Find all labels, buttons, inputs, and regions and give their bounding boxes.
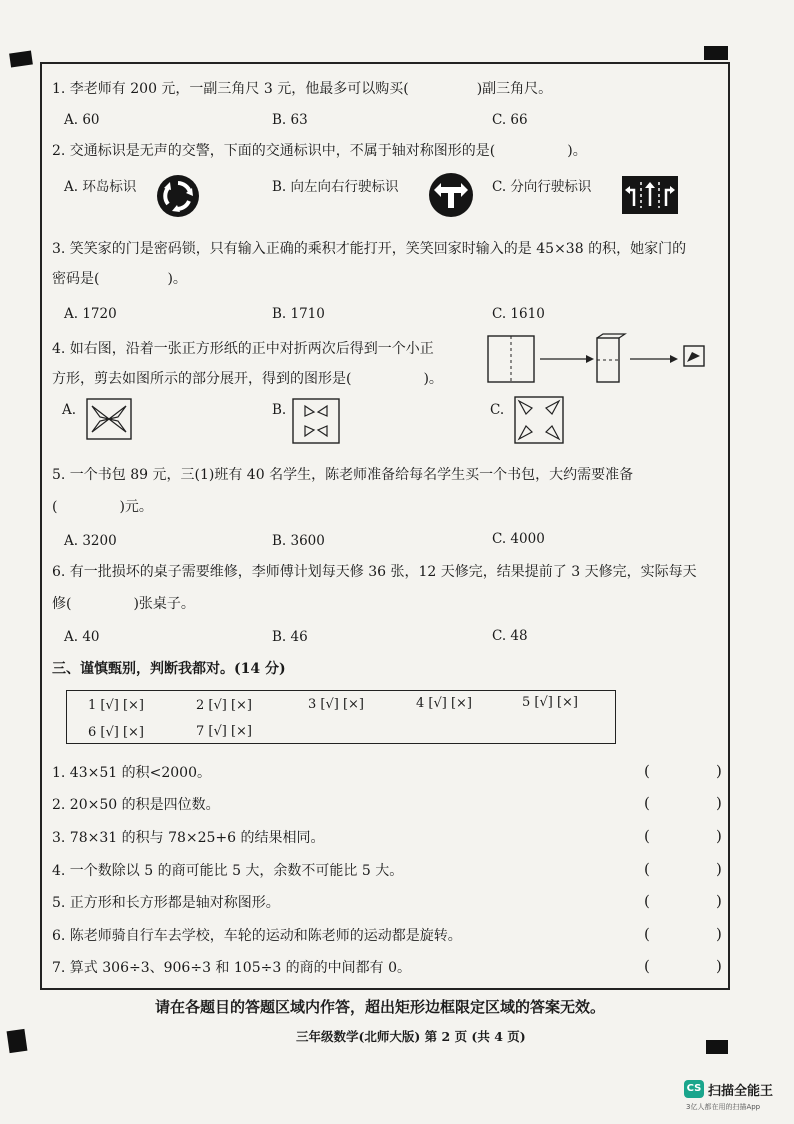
answer-paren-close[interactable]: ) bbox=[716, 925, 722, 943]
judge-item: 7. 算式 306÷3、906÷3 和 105÷3 的商的中间都有 0。 bbox=[52, 960, 412, 976]
answer-paren-close[interactable]: ) bbox=[716, 827, 722, 845]
option-b: B. 3600 bbox=[272, 533, 325, 549]
cut-pattern-c-icon bbox=[514, 396, 564, 444]
option-b: B. bbox=[272, 402, 287, 418]
question-4: 4. 如右图，沿着一张正方形纸的正中对折两次后得到一个小正 bbox=[52, 341, 434, 357]
answer-paren-open[interactable]: ( bbox=[644, 860, 650, 878]
answer-paren-close[interactable]: ) bbox=[716, 860, 722, 878]
answer-paren-open[interactable]: ( bbox=[644, 827, 650, 845]
left-right-turn-sign-icon bbox=[428, 172, 474, 218]
option-b: B. 63 bbox=[272, 112, 308, 128]
judge-item: 3. 78×31 的积与 78×25+6 的结果相同。 bbox=[52, 830, 325, 846]
answer-cell[interactable]: 7 [√] [×] bbox=[196, 724, 252, 739]
answer-cell[interactable]: 1 [√] [×] bbox=[88, 698, 144, 713]
question-3: 3. 笑笑家的门是密码锁，只有输入正确的乘积才能打开，笑笑回家时输入的是 45×38 的积，她家门的 bbox=[52, 241, 687, 257]
scanner-tagline: 3亿人都在用的扫描App bbox=[686, 1103, 761, 1111]
answer-paren-open[interactable]: ( bbox=[644, 925, 650, 943]
option-a: A. 1720 bbox=[64, 306, 117, 322]
option-c: C. bbox=[490, 402, 505, 418]
question-5-line2: ( )元。 bbox=[52, 499, 153, 515]
answer-cell[interactable]: 5 [√] [×] bbox=[522, 695, 578, 710]
answer-paren-close[interactable]: ) bbox=[716, 892, 722, 910]
option-b: B. 1710 bbox=[272, 306, 325, 322]
option-a: A. 3200 bbox=[64, 533, 117, 549]
option-a: A. 40 bbox=[64, 629, 100, 645]
question-6: 6. 有一批损坏的桌子需要维修，李师傅计划每天修 36 张，12 天修完，结果提前了 3 天修完，实际每天 bbox=[52, 564, 697, 580]
option-b: B. 46 bbox=[272, 629, 308, 645]
section-title: 三、谨慎甄别，判断我都对。(14 分) bbox=[52, 661, 286, 677]
answer-paren-open[interactable]: ( bbox=[644, 957, 650, 975]
boundary-note: 请在各题目的答题区域内作答，超出矩形边框限定区域的答案无效。 bbox=[155, 998, 606, 1016]
question-1: 1. 李老师有 200 元，一副三角尺 3 元，他最多可以购买( )副三角尺。 bbox=[52, 81, 553, 97]
question-4-line2: 方形，剪去如图所示的部分展开，得到的图形是( )。 bbox=[52, 371, 443, 387]
cut-pattern-b-icon bbox=[292, 398, 340, 444]
judge-item: 5. 正方形和长方形都是轴对称图形。 bbox=[52, 895, 280, 911]
judge-item: 1. 43×51 的积<2000。 bbox=[52, 765, 211, 781]
camscanner-logo-icon: CS bbox=[684, 1080, 704, 1098]
paper-folding-diagram bbox=[484, 332, 716, 386]
option-c: C. 66 bbox=[492, 112, 528, 128]
option-b: B. 向左向右行驶标识 bbox=[272, 179, 399, 195]
registration-mark bbox=[704, 46, 728, 60]
judge-item: 6. 陈老师骑自行车去学校，车轮的运动和陈老师的运动都是旋转。 bbox=[52, 928, 462, 944]
option-a: A. 环岛标识 bbox=[64, 179, 137, 195]
question-5: 5. 一个书包 89 元，三(1)班有 40 名学生，陈老师准备给每名学生买一个书包，大约需要准备 bbox=[52, 467, 634, 483]
question-2: 2. 交通标识是无声的交警，下面的交通标识中，不属于轴对称图形的是( )。 bbox=[52, 143, 587, 159]
answer-paren-close[interactable]: ) bbox=[716, 794, 722, 812]
answer-cell[interactable]: 4 [√] [×] bbox=[416, 696, 472, 711]
option-c: C. 1610 bbox=[492, 306, 545, 322]
roundabout-sign-icon bbox=[156, 174, 200, 218]
answer-paren-open[interactable]: ( bbox=[644, 762, 650, 780]
cut-pattern-a-icon bbox=[86, 398, 132, 440]
option-c: C. 分向行驶标识 bbox=[492, 179, 592, 195]
registration-mark bbox=[706, 1040, 728, 1054]
option-c: C. 48 bbox=[492, 628, 528, 644]
lane-direction-sign-icon bbox=[622, 176, 678, 214]
scanner-app-name: 扫描全能王 bbox=[708, 1084, 774, 1099]
judge-item: 4. 一个数除以 5 的商可能比 5 大，余数不可能比 5 大。 bbox=[52, 863, 404, 879]
answer-cell[interactable]: 3 [√] [×] bbox=[308, 697, 364, 712]
option-c: C. 4000 bbox=[492, 531, 545, 547]
answer-cell[interactable]: 2 [√] [×] bbox=[196, 698, 252, 713]
answer-cell[interactable]: 6 [√] [×] bbox=[88, 725, 144, 740]
answer-paren-close[interactable]: ) bbox=[716, 957, 722, 975]
answer-paren-open[interactable]: ( bbox=[644, 794, 650, 812]
page-number: 三年级数学(北师大版) 第 2 页 (共 4 页) bbox=[296, 1029, 526, 1044]
registration-mark bbox=[9, 51, 33, 68]
answer-paren-open[interactable]: ( bbox=[644, 892, 650, 910]
question-3-line2: 密码是( )。 bbox=[52, 271, 187, 287]
answer-paren-close[interactable]: ) bbox=[716, 762, 722, 780]
judge-item: 2. 20×50 的积是四位数。 bbox=[52, 797, 220, 813]
question-6-line2: 修( )张桌子。 bbox=[52, 596, 195, 612]
registration-mark bbox=[7, 1029, 28, 1053]
option-a: A. bbox=[62, 402, 77, 418]
option-a: A. 60 bbox=[64, 112, 100, 128]
